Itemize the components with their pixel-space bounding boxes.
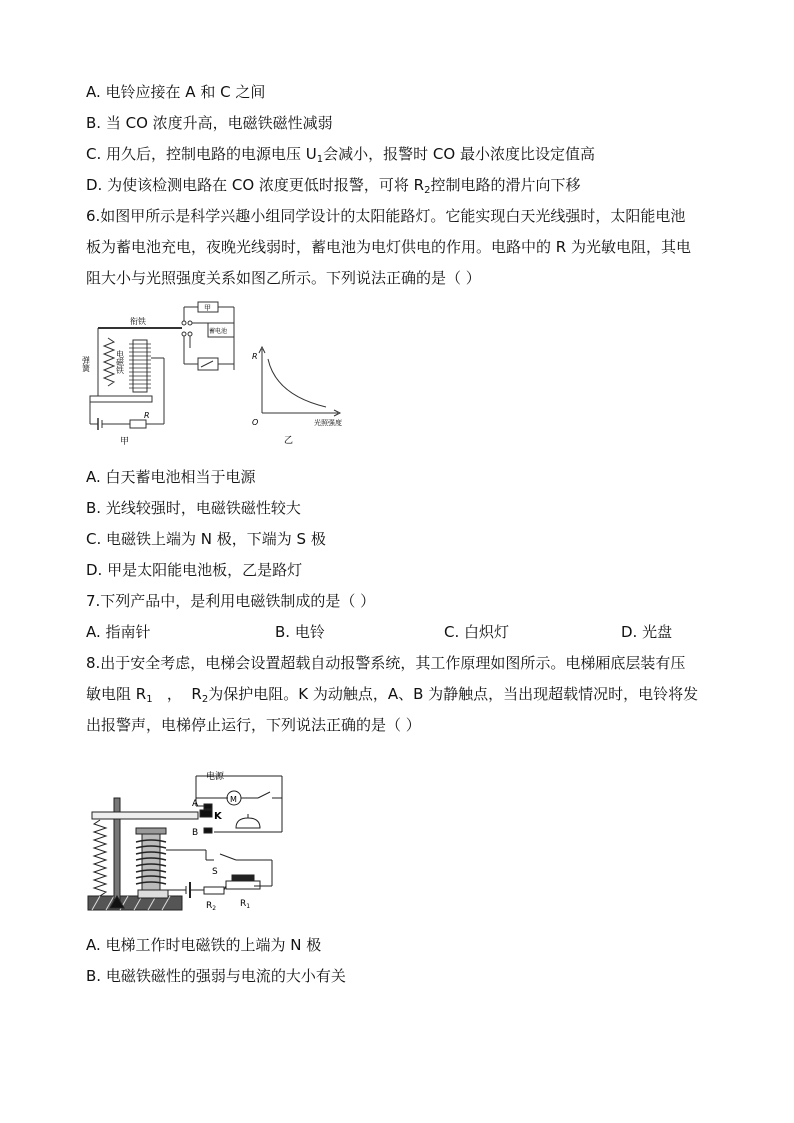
resistance-vs-light-graph bbox=[248, 345, 358, 445]
q6-figure-jia bbox=[81, 298, 246, 448]
electromagnet-label: 电磁铁 bbox=[115, 350, 125, 374]
armature-label: 衔铁 bbox=[130, 317, 146, 326]
spring-label: 弹簧 bbox=[81, 356, 91, 372]
q7-option-d: D. 光盘 bbox=[621, 623, 673, 641]
resistor-r1-label: $R_1$ bbox=[240, 899, 251, 910]
battery-label: 蓄电池 bbox=[209, 328, 228, 335]
contact-k-label: K bbox=[214, 811, 222, 822]
q6-option-d: D. 甲是太阳能电池板，乙是路灯 bbox=[86, 561, 303, 579]
q7-stem: 7.下列产品中，是利用电磁铁制成的是（ ） bbox=[86, 592, 376, 610]
q6-stem-line-3: 阻大小与光照强度关系如图乙所示。下列说法正确的是（ ） bbox=[86, 269, 481, 287]
q6-option-c: C. 电磁铁上端为 N 极，下端为 S 极 bbox=[86, 530, 326, 548]
graph-y-axis-label: R bbox=[252, 352, 258, 361]
graph-origin-label: O bbox=[252, 418, 259, 427]
q5-option-a: A. 电铃应接在 A 和 C 之间 bbox=[86, 83, 266, 101]
motor-label: M bbox=[230, 795, 237, 804]
figure-yi-caption: 乙 bbox=[284, 436, 294, 446]
jia-box-label: 甲 bbox=[204, 304, 211, 312]
resistor-r2-label: $R_2$ bbox=[206, 901, 217, 912]
q8-figure bbox=[86, 762, 296, 914]
q7-option-c: C. 白炽灯 bbox=[444, 623, 510, 641]
q5-option-b: B. 当 CO 浓度升高，电磁铁磁性减弱 bbox=[86, 114, 333, 132]
contact-b-label: B bbox=[192, 828, 199, 838]
q7-option-a: A. 指南针 bbox=[86, 623, 151, 641]
q6-option-b: B. 光线较强时，电磁铁磁性较大 bbox=[86, 499, 301, 517]
resistor-r-label: R bbox=[144, 411, 150, 420]
figure-jia-caption: 甲 bbox=[120, 437, 130, 447]
power-source-label: 电源 bbox=[206, 772, 225, 782]
solar-lamp-circuit-diagram bbox=[81, 298, 246, 448]
q8-stem-line-2: 敏电阻 $R_1$ ， $R_2$为保护电阻。K 为动触点，A、B 为静触点，当出现超载情况时，电铃将发 bbox=[86, 685, 699, 705]
q5-option-d: D. 为使该检测电路在 CO 浓度更低时报警，可将 $R_2$控制电路的滑片向下移 bbox=[86, 176, 581, 196]
q8-option-b: B. 电磁铁磁性的强弱与电流的大小有关 bbox=[86, 967, 346, 985]
q6-figure-yi bbox=[248, 345, 358, 445]
q6-option-a: A. 白天蓄电池相当于电源 bbox=[86, 468, 256, 486]
q6-stem-line-1: 6.如图甲所示是科学兴趣小组同学设计的太阳能路灯。它能实现白天光线强时，太阳能电池 bbox=[86, 207, 686, 225]
elevator-overload-alarm-diagram bbox=[86, 762, 296, 914]
q8-stem-line-1: 8.出于安全考虑，电梯会设置超载自动报警系统，其工作原理如图所示。电梯厢底层装有压 bbox=[86, 654, 686, 672]
q8-stem-line-3: 出报警声，电梯停止运行，下列说法正确的是（ ） bbox=[86, 716, 421, 734]
graph-x-axis-label: 光照强度 bbox=[314, 419, 342, 427]
contact-a-label: A bbox=[192, 799, 199, 809]
q6-stem-line-2: 板为蓄电池充电，夜晚光线弱时，蓄电池为电灯供电的作用。电路中的 R 为光敏电阻，其电 bbox=[86, 238, 691, 256]
q7-option-b: B. 电铃 bbox=[275, 623, 325, 641]
q5-option-c: C. 用久后，控制电路的电源电压 $U_1$会减小，报警时 CO 最小浓度比设定值高 bbox=[86, 145, 595, 165]
switch-s-label: S bbox=[212, 867, 218, 877]
q8-option-a: A. 电梯工作时电磁铁的上端为 N 极 bbox=[86, 936, 322, 954]
